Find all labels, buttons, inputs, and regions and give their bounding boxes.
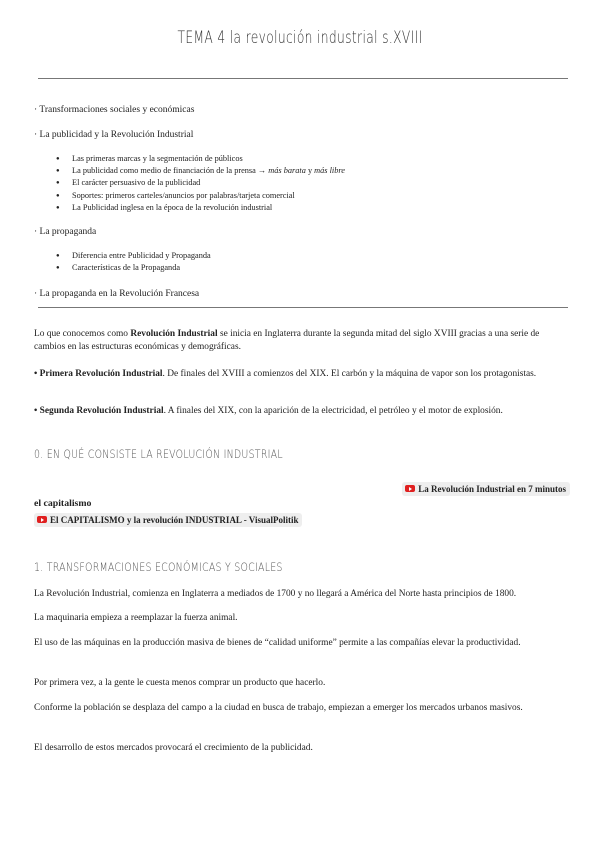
index-sublist-2: [56, 153, 345, 214]
youtube-icon: [37, 516, 47, 523]
youtube-icon: [405, 485, 415, 492]
title-divider: [38, 78, 568, 79]
index-divider: [38, 307, 568, 308]
section-1-paragraph: La Revolución Industrial, comienza en Inglaterra a mediados de 1700 y no llegará a América del Norte hasta principios de 1800.: [34, 589, 517, 599]
list-item: ● La Publicidad inglesa en la época de la revolución industrial: [56, 202, 345, 214]
video-link-capitalismo-visualpolitik[interactable]: El CAPITALISMO y la revolución INDUSTRIAL - VisualPolitik: [34, 513, 302, 527]
section-0-heading: 0. EN QUÉ CONSISTE LA REVOLUCIÓN INDUSTRIAL: [34, 447, 283, 461]
section-1-paragraph: Por primera vez, a la gente le cuesta menos comprar un producto que hacerlo.: [34, 678, 326, 688]
index-item-3: · La propaganda: [34, 227, 97, 237]
section-1-heading: 1. TRANSFORMACIONES ECONÓMICAS Y SOCIALES: [34, 560, 283, 574]
index-sublist-3: [56, 250, 211, 274]
section-1-paragraph: El desarrollo de estos mercados provocará el crecimiento de la publicidad.: [34, 743, 313, 753]
section-1-paragraph: El uso de las máquinas en la producción masiva de bienes de “calidad uniforme” permite a las compañías elevar la productividad.: [34, 638, 521, 648]
index-item-2: · La publicidad y la Revolución Industrial: [34, 130, 194, 140]
intro-paragraph-1: Lo que conocemos como Revolución Industrial se inicia en Inglaterra durante la segunda mitad del siglo XVIII gracias a una serie de cambios en las estructuras económicas y demográficas.: [34, 329, 540, 353]
capitalismo-label: el capitalismo: [34, 498, 92, 509]
list-item: ● Las primeras marcas y la segmentación de públicos: [56, 153, 345, 165]
list-item: ● Diferencia entre Publicidad y Propaganda: [56, 250, 211, 262]
intro-paragraph-3: • Segunda Revolución Industrial. A finales del XIX, con la aparición de la electricidad, el petróleo y el motor de explosión.: [34, 406, 503, 416]
page-title: TEMA 4 la revolución industrial s.XVIII: [177, 28, 423, 48]
section-1-paragraph: La maquinaria empieza a reemplazar la fuerza animal.: [34, 613, 238, 623]
section-1-paragraph: Conforme la población se desplaza del campo a la ciudad en busca de trabajo, empiezan a emerger los mercados urbanos masivos.: [34, 703, 523, 713]
video-link-revolucion-7-minutos[interactable]: La Revolución Industrial en 7 minutos: [402, 482, 570, 496]
index-item-1: · Transformaciones sociales y económicas: [34, 105, 195, 115]
list-item: ● El carácter persuasivo de la publicidad: [56, 177, 345, 189]
list-item: ● La publicidad como medio de financiación de la prensa → más barata y más libre: [56, 165, 345, 177]
list-item: ● Soportes: primeros carteles/anuncios por palabras/tarjeta comercial: [56, 190, 345, 202]
index-item-4: · La propaganda en la Revolución Francesa: [34, 289, 200, 299]
list-item: ● Características de la Propaganda: [56, 262, 211, 274]
intro-paragraph-2: • Primera Revolución Industrial. De finales del XVIII a comienzos del XIX. El carbón y la máquina de vapor son los protagonistas.: [34, 369, 537, 379]
